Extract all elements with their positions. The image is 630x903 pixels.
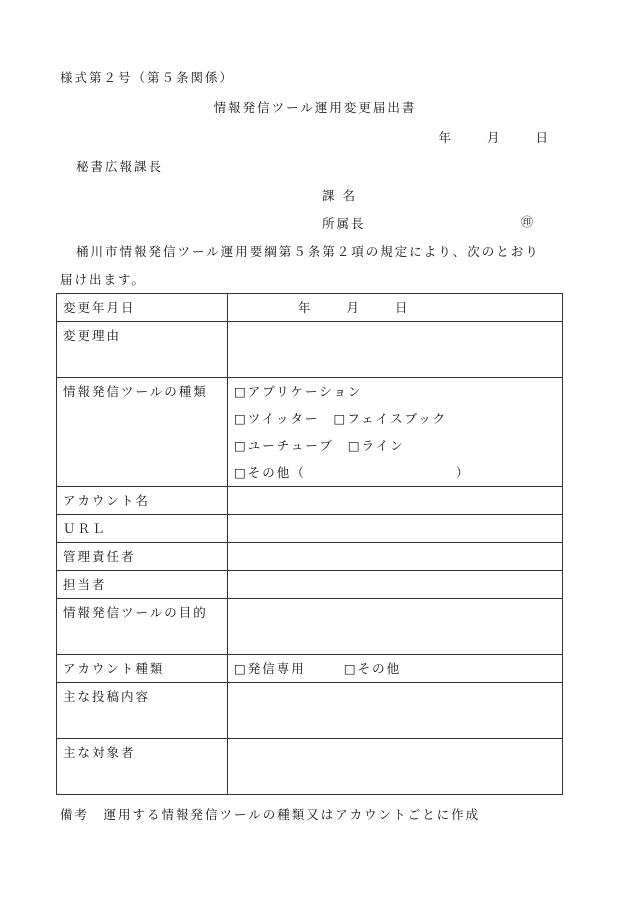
checkbox-line[interactable]: □ライン — [347, 438, 405, 453]
checkbox-send-only[interactable]: □発信専用 — [234, 661, 306, 676]
account-name-label: アカウント名 — [57, 487, 228, 515]
table-row — [57, 571, 563, 599]
manager-label: 管理責任者 — [57, 543, 228, 571]
section-label: 課 — [322, 188, 337, 203]
addressee: 秘書広報課長 — [76, 159, 164, 174]
tool-type-options — [228, 378, 563, 487]
form-number: 様式第２号（第５条関係） — [60, 70, 235, 85]
body-text-line1: 桶川市情報発信ツール運用要綱第５条第２項の規定により、次のとおり — [76, 244, 540, 259]
seal-mark: ㊞ — [521, 215, 536, 229]
manager-field[interactable] — [228, 543, 563, 571]
form-table — [56, 293, 563, 795]
main-target-label: 主な対象者 — [57, 739, 228, 795]
account-type-label: アカウント種類 — [57, 655, 228, 683]
purpose-label: 情報発信ツールの目的 — [57, 599, 228, 655]
other-close-paren: ） — [455, 465, 471, 480]
tool-type-label: 情報発信ツールの種類 — [57, 378, 228, 487]
change-reason-field[interactable] — [228, 322, 563, 378]
option-row — [234, 405, 556, 432]
date-line — [438, 128, 550, 146]
date-month: 月 — [486, 130, 502, 145]
body-text-line2: 届け出ます。 — [60, 272, 147, 287]
account-name-field[interactable] — [228, 487, 563, 515]
main-content-label: 主な投稿内容 — [57, 683, 228, 739]
checkbox-app[interactable]: □アプリケーション — [234, 384, 363, 399]
table-row — [57, 378, 563, 487]
table-row — [57, 543, 563, 571]
checkbox-other[interactable]: □その他（ — [234, 465, 306, 480]
staff-label: 担当者 — [57, 571, 228, 599]
url-field[interactable] — [228, 515, 563, 543]
account-type-options — [228, 655, 563, 683]
table-row — [57, 515, 563, 543]
table-row — [57, 294, 563, 322]
table-row — [57, 683, 563, 739]
affiliation-label: 所属長 — [322, 216, 366, 231]
date-year: 年 — [438, 130, 453, 145]
purpose-field[interactable] — [228, 599, 563, 655]
table-row — [57, 599, 563, 655]
change-reason-label: 変更理由 — [57, 322, 228, 378]
table-row — [57, 655, 563, 683]
main-content-field[interactable] — [228, 683, 563, 739]
change-date-field[interactable] — [228, 294, 563, 322]
checkbox-account-other[interactable]: □その他 — [343, 661, 402, 676]
change-date-month: 月 — [346, 300, 362, 315]
change-date-day: 日 — [395, 300, 410, 315]
date-day: 日 — [535, 130, 550, 145]
section-suffix: 名 — [342, 188, 358, 203]
table-row — [57, 739, 563, 795]
staff-field[interactable] — [228, 571, 563, 599]
option-row — [234, 459, 556, 486]
option-row — [234, 432, 556, 459]
main-target-field[interactable] — [228, 739, 563, 795]
section-line — [322, 186, 357, 204]
table-row — [57, 487, 563, 515]
remarks: 備考 運用する情報発信ツールの種類又はアカウントごとに作成 — [60, 807, 481, 822]
document-title: 情報発信ツール運用変更届出書 — [213, 100, 417, 115]
url-label: ＵＲＬ — [57, 515, 228, 543]
checkbox-youtube[interactable]: □ユーチューブ — [234, 438, 334, 453]
table-row — [57, 322, 563, 378]
change-date-label: 変更年月日 — [57, 294, 228, 322]
checkbox-facebook[interactable]: □フェイスブック — [333, 411, 448, 426]
change-date-year: 年 — [298, 300, 313, 315]
checkbox-twitter[interactable]: □ツイッター — [234, 411, 320, 426]
